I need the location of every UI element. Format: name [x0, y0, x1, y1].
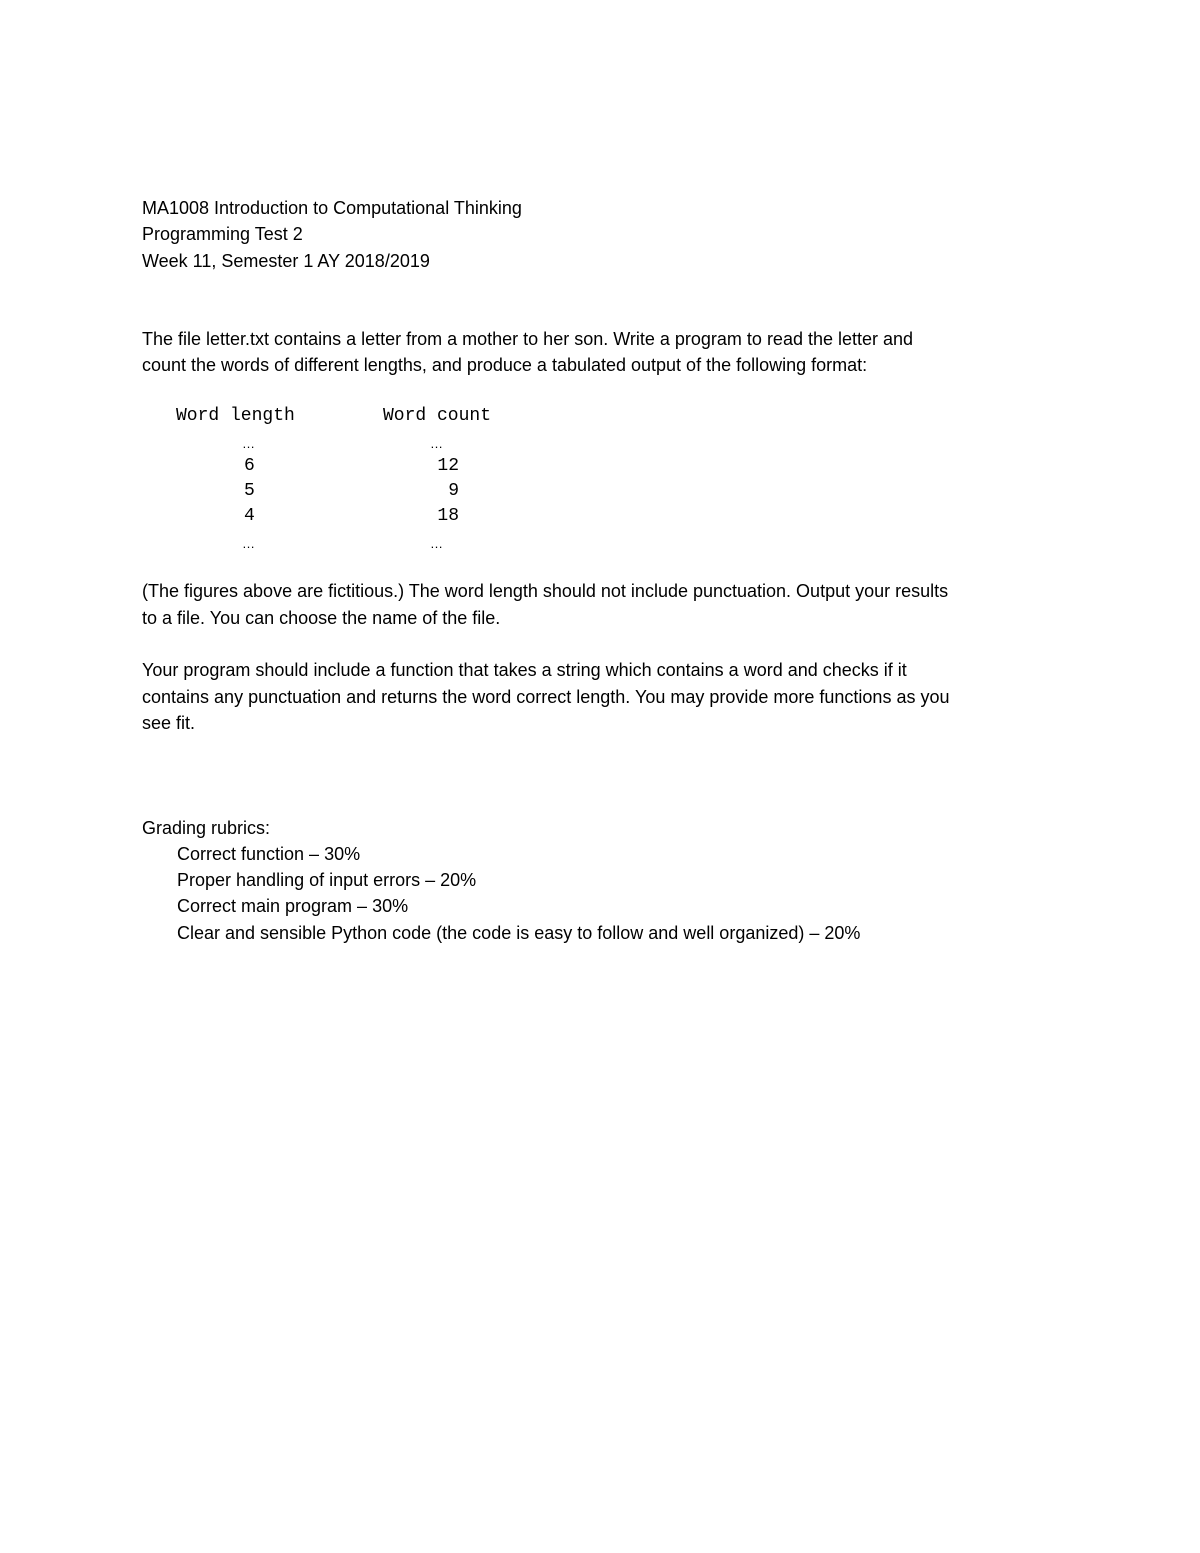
rubrics-title: Grading rubrics:: [142, 818, 271, 838]
function-req-line-2: contains any punctuation and returns the word correct length. You may provide more functions as you: [142, 687, 950, 707]
week-info: Week 11, Semester 1 AY 2018/2019: [142, 251, 430, 271]
table-ellipsis-bottom-left: …: [242, 536, 255, 551]
table-row-length: 6: [244, 456, 255, 476]
table-row-count: 18: [437, 506, 459, 526]
table-ellipsis-top-left: …: [242, 436, 255, 451]
function-req-line-1: Your program should include a function that takes a string which contains a word and checks if it: [142, 660, 907, 680]
test-title: Programming Test 2: [142, 224, 303, 244]
rubric-item: Correct function – 30%: [177, 844, 361, 864]
table-ellipsis-bottom-right: …: [430, 536, 443, 551]
table-ellipsis-top-right: …: [430, 436, 443, 451]
notes-line-2: to a file. You can choose the name of the file.: [142, 608, 501, 628]
table-row-length: 5: [244, 481, 255, 501]
rubric-item: Proper handling of input errors – 20%: [177, 870, 477, 890]
notes-line-1: (The figures above are fictitious.) The word length should not include punctuation. Output your results: [142, 581, 949, 601]
table-row-count: 12: [437, 456, 459, 476]
function-req-line-3: see fit.: [142, 713, 196, 733]
course-title: MA1008 Introduction to Computational Thinking: [142, 198, 522, 218]
intro-line-1: The file letter.txt contains a letter from a mother to her son. Write a program to read the letter and: [142, 329, 914, 349]
intro-line-2: count the words of different lengths, and produce a tabulated output of the following format:: [142, 355, 868, 375]
table-row-count: 9: [448, 481, 459, 501]
table-header-word-count: Word count: [383, 406, 492, 426]
rubric-item: Clear and sensible Python code (the code is easy to follow and well organized) – 20%: [177, 923, 861, 943]
rubric-item: Correct main program – 30%: [177, 896, 409, 916]
table-header-word-length: Word length: [176, 406, 295, 426]
table-row-length: 4: [244, 506, 255, 526]
